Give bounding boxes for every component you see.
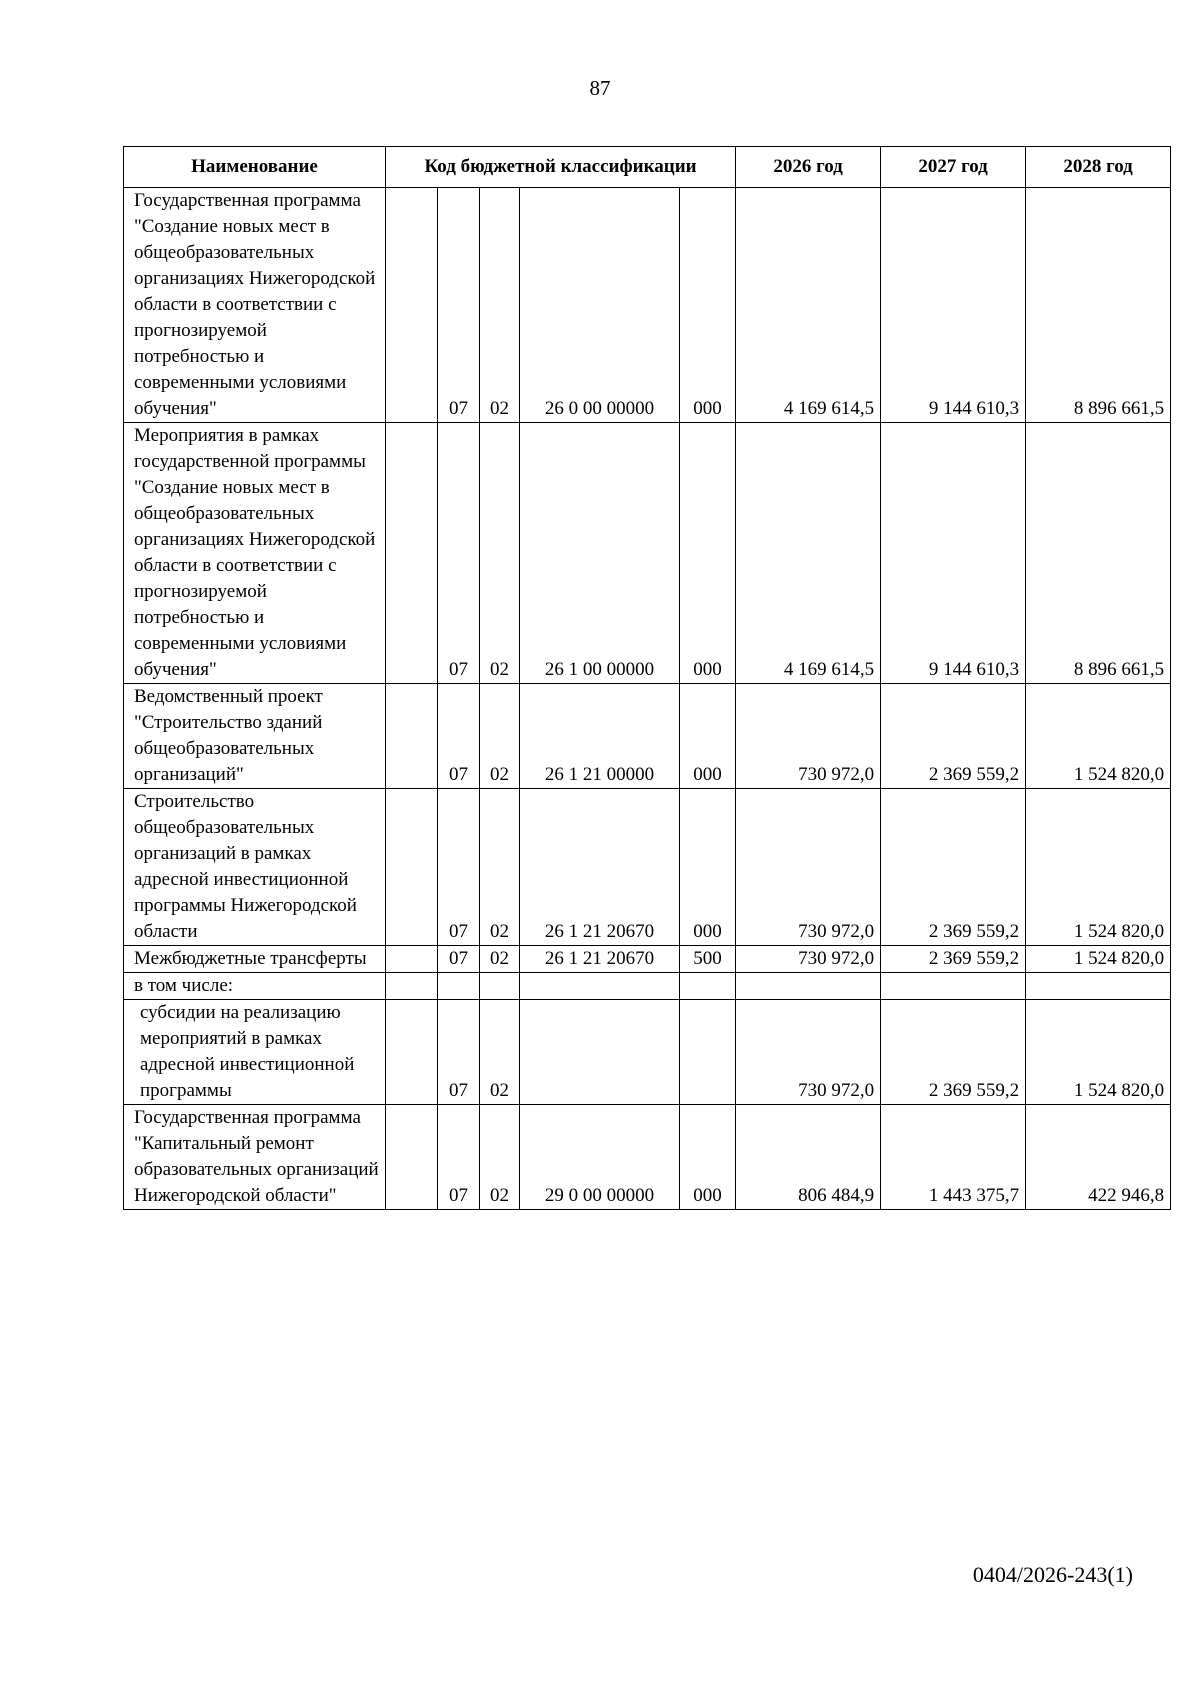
code-subsection-cell: 02 xyxy=(480,423,520,684)
amount-2028-cell: 1 524 820,0 xyxy=(1026,1000,1171,1105)
amount-2026-cell: 730 972,0 xyxy=(736,789,881,946)
amount-2026-cell xyxy=(736,973,881,1000)
amount-2026-cell: 806 484,9 xyxy=(736,1105,881,1210)
code-target-article-cell xyxy=(520,1000,680,1105)
header-name: Наименование xyxy=(124,147,386,188)
row-name-cell: Межбюджетные трансферты xyxy=(124,946,386,973)
amount-2027-cell: 2 369 559,2 xyxy=(881,684,1026,789)
code-subsection-cell: 02 xyxy=(480,1000,520,1105)
code-target-article-cell: 26 1 21 00000 xyxy=(520,684,680,789)
page-number: 87 xyxy=(589,76,611,100)
table-row xyxy=(124,973,1171,1000)
amount-2026-cell: 730 972,0 xyxy=(736,946,881,973)
code-expense-type-cell: 000 xyxy=(680,684,736,789)
row-name-cell: субсидии на реализацию мероприятий в рамках адресной инвестиционной программы xyxy=(124,1000,386,1105)
code-part-1-cell xyxy=(386,423,438,684)
code-part-1-cell xyxy=(386,1000,438,1105)
code-target-article-cell: 29 0 00 00000 xyxy=(520,1105,680,1210)
amount-2027-cell: 2 369 559,2 xyxy=(881,789,1026,946)
code-part-1-cell xyxy=(386,973,438,1000)
document-id: 0404/2026-243(1) xyxy=(972,1562,1133,1587)
row-name-cell: в том числе: xyxy=(124,973,386,1000)
amount-2028-cell: 1 524 820,0 xyxy=(1026,684,1171,789)
table-row xyxy=(124,188,1171,423)
amount-2026-cell: 4 169 614,5 xyxy=(736,188,881,423)
header-2027: 2027 год xyxy=(881,147,1026,188)
amount-2027-cell: 1 443 375,7 xyxy=(881,1105,1026,1210)
code-section-cell: 07 xyxy=(438,188,480,423)
table-row xyxy=(124,946,1171,973)
amount-2028-cell xyxy=(1026,973,1171,1000)
code-subsection-cell: 02 xyxy=(480,684,520,789)
code-section-cell: 07 xyxy=(438,789,480,946)
table-row xyxy=(124,789,1171,946)
code-target-article-cell: 26 1 21 20670 xyxy=(520,946,680,973)
code-target-article-cell: 26 1 00 00000 xyxy=(520,423,680,684)
code-section-cell xyxy=(438,973,480,1000)
amount-2027-cell xyxy=(881,973,1026,1000)
code-section-cell: 07 xyxy=(438,1000,480,1105)
amount-2026-cell: 730 972,0 xyxy=(736,1000,881,1105)
row-name-cell: Государственная программа "Капитальный ремонт образовательных организаций Нижегородской области" xyxy=(124,1105,386,1210)
code-subsection-cell: 02 xyxy=(480,946,520,973)
code-subsection-cell xyxy=(480,973,520,1000)
code-subsection-cell: 02 xyxy=(480,1105,520,1210)
header-code: Код бюджетной классификации xyxy=(386,147,736,188)
row-name-cell: Мероприятия в рамках государственной программы "Создание новых мест в общеобразовательных организациях Нижегородской области в соответствии с прогнозируемой потребностью и современными условиями обучения" xyxy=(124,423,386,684)
code-section-cell: 07 xyxy=(438,946,480,973)
code-part-1-cell xyxy=(386,684,438,789)
code-section-cell: 07 xyxy=(438,1105,480,1210)
table-row xyxy=(124,1105,1171,1210)
code-expense-type-cell: 500 xyxy=(680,946,736,973)
row-name-cell: Ведомственный проект "Строительство зданий общеобразовательных организаций" xyxy=(124,684,386,789)
amount-2027-cell: 2 369 559,2 xyxy=(881,946,1026,973)
code-expense-type-cell: 000 xyxy=(680,423,736,684)
row-name-cell: Государственная программа "Создание новых мест в общеобразовательных организациях Нижегородской области в соответствии с прогнозируемой потребностью и современными условиями обучения" xyxy=(124,188,386,423)
code-subsection-cell: 02 xyxy=(480,789,520,946)
amount-2028-cell: 422 946,8 xyxy=(1026,1105,1171,1210)
code-expense-type-cell xyxy=(680,973,736,1000)
amount-2028-cell: 1 524 820,0 xyxy=(1026,946,1171,973)
amount-2027-cell: 2 369 559,2 xyxy=(881,1000,1026,1105)
code-part-1-cell xyxy=(386,1105,438,1210)
code-part-1-cell xyxy=(386,946,438,973)
code-expense-type-cell: 000 xyxy=(680,789,736,946)
table-body xyxy=(124,188,1171,1210)
amount-2027-cell: 9 144 610,3 xyxy=(881,423,1026,684)
code-target-article-cell: 26 0 00 00000 xyxy=(520,188,680,423)
code-section-cell: 07 xyxy=(438,423,480,684)
table-header-row xyxy=(124,147,1171,188)
amount-2028-cell: 1 524 820,0 xyxy=(1026,789,1171,946)
table-row xyxy=(124,684,1171,789)
header-2026: 2026 год xyxy=(736,147,881,188)
amount-2028-cell: 8 896 661,5 xyxy=(1026,423,1171,684)
row-name-cell: Строительство общеобразовательных организаций в рамках адресной инвестиционной программы Нижегородской области xyxy=(124,789,386,946)
table-row xyxy=(124,423,1171,684)
code-expense-type-cell: 000 xyxy=(680,188,736,423)
amount-2026-cell: 4 169 614,5 xyxy=(736,423,881,684)
code-expense-type-cell: 000 xyxy=(680,1105,736,1210)
amount-2026-cell: 730 972,0 xyxy=(736,684,881,789)
table-row xyxy=(124,1000,1171,1105)
header-2028: 2028 год xyxy=(1026,147,1171,188)
code-part-1-cell xyxy=(386,789,438,946)
code-part-1-cell xyxy=(386,188,438,423)
budget-table xyxy=(123,146,1171,1210)
amount-2027-cell: 9 144 610,3 xyxy=(881,188,1026,423)
amount-2028-cell: 8 896 661,5 xyxy=(1026,188,1171,423)
code-expense-type-cell xyxy=(680,1000,736,1105)
code-target-article-cell xyxy=(520,973,680,1000)
code-subsection-cell: 02 xyxy=(480,188,520,423)
code-target-article-cell: 26 1 21 20670 xyxy=(520,789,680,946)
code-section-cell: 07 xyxy=(438,684,480,789)
